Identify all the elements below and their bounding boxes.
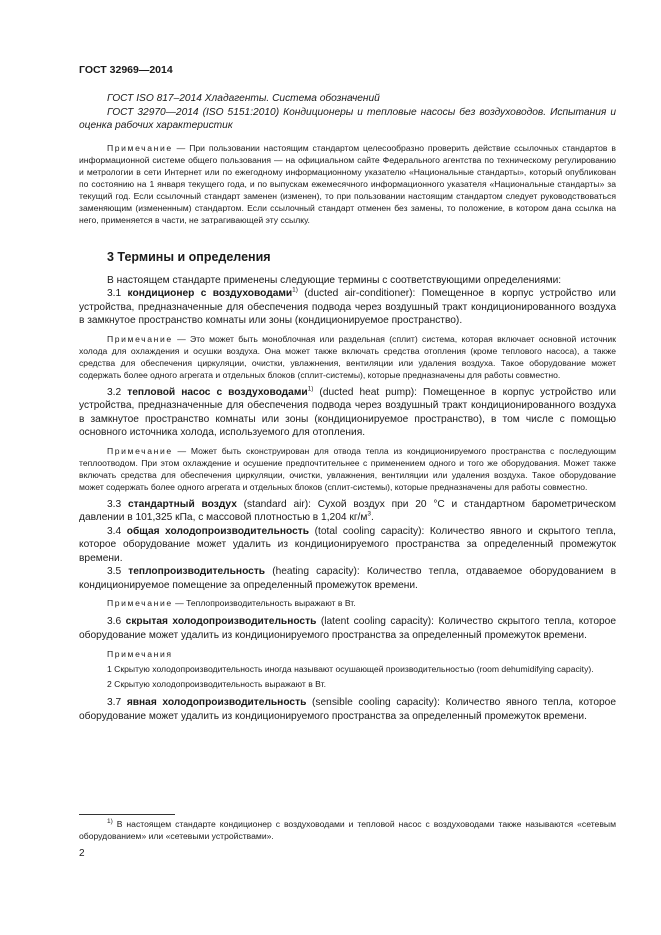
term-definition: (sensible cooling capacity): Количество явного тепла, которое оборудование может удалить из кондиционируемого пространства за определенный промежуток времени. [79, 697, 617, 722]
note-term-3-1 [79, 333, 616, 381]
notes-heading: Примечания [107, 649, 173, 659]
term-number: 3.3 [107, 498, 128, 510]
note-text: — При пользовании настоящим стандартом целесообразно проверить действие ссылочных стандартов в информационной системе общего пользования — на официальном сайте Федерального агентства по техническому регулированию и метрологии в сети Интернет или по ежегодному информационному указателю «Национальные стандарты», который опубликован по состоянию на 1 января текущего года, и по выпускам ежемесячного информационного указателя «Национальные стандарты» за текущий год. Если ссылочный стандарт заменен (изменен), то при пользовании настоящим стандартом следует руководствоваться заменяющим (измененным) стандартом. Если ссылочный стандарт отменен без замены, то положение, в котором дана ссылка на него, применяется в части, не затрагивающей эту ссылку. [79, 142, 616, 225]
reference-iso-817: ГОСТ ISO 817–2014 Хладагенты. Система обозначений [107, 93, 380, 104]
note-text: — Теплопроизводительность выражают в Вт. [172, 598, 356, 608]
term-name: кондиционер с воздуховодами [127, 288, 293, 299]
section-intro: В настоящем стандарте применены следующие термины с соответствующими определениями: [107, 274, 562, 286]
note-item-2: 2 Скрытую холодопроизводительность выражают в Вт. [107, 679, 326, 689]
reference-gost-32970: ГОСТ 32970—2014 (ISO 5151:2010) Кондиционеры и тепловые насосы без воздуховодов. Испытания и оценка рабочих характеристик [79, 106, 616, 131]
term-number: 3.1 [107, 288, 128, 299]
term-3-3 [79, 498, 616, 525]
term-number: 3.2 [107, 386, 128, 398]
term-3-5 [79, 565, 616, 592]
document-header: ГОСТ 32969—2014 [79, 64, 173, 76]
page-number: 2 [79, 848, 85, 859]
note-label: Примечание [107, 598, 173, 608]
note-text: — Может быть сконструирован для отвода тепла из кондиционируемого пространства с последующим теплоотводом. При этом охлаждение и осушение предпочтительнее с применением одного и того же оборудования. Может также включать средства для обеспечения циркуляции, очистки, увлажнения, вентиляции или удаления воздуха. Такое оборудование может содержать более одного агрегата и отдельных блоков (сплит-системы), которые предназначены для работы совместно. [79, 445, 616, 492]
footnote-mark: 1) [107, 818, 113, 826]
term-name: явная холодопроизводительность [126, 697, 307, 708]
note-label: Примечание [107, 333, 173, 344]
section-heading: 3 Термины и определения [107, 249, 271, 264]
term-name: теплопроизводительность [128, 566, 266, 577]
term-name: скрытая холодопроизводительность [125, 616, 317, 627]
term-number: 3.5 [107, 566, 129, 577]
note-label: Примечание [107, 445, 173, 456]
note-references [79, 142, 616, 226]
note-term-3-5 [79, 597, 616, 609]
term-end: . [371, 512, 374, 523]
term-definition: (ducted heat pump): Помещенное в корпус устройство или устройства, предназначенные для обеспечения подвода через воздушный тракт кондиционированного воздуха в замкнутое пространство комнаты или зоны (кондиционируемое пространство), в том числе с помощью основного источника холода, используемого для отопления. [79, 386, 617, 438]
term-number: 3.6 [107, 616, 126, 627]
note-label: Примечание [107, 142, 173, 153]
note-term-3-2 [79, 445, 616, 493]
term-number: 3.4 [107, 525, 127, 537]
note-item-1: 1 Скрытую холодопроизводительность иногда называют осушающей производительностью (room dehumidifying capacity). [107, 664, 594, 674]
term-3-7 [79, 696, 616, 723]
footnote-ref: 1) [307, 385, 314, 393]
term-name: общая холодопроизводительность [126, 525, 310, 537]
term-3-1 [79, 287, 616, 328]
term-definition: (standard air): Сухой воздух при 20 °С и стандартном барометрическом давлении в 101,325 кПа, с массовой плотностью в 1,204 кг/м [79, 498, 617, 523]
superscript: 3 [367, 510, 371, 518]
term-definition: (heating capacity): Количество тепла, отдаваемое оборудованием в кондиционируемое помещение за определенный промежуток времени. [79, 566, 616, 591]
footnote [79, 818, 616, 842]
footnote-ref: 1) [292, 286, 298, 294]
term-definition: (total cooling capacity): Количество явного и скрытого тепла, которое оборудование может удалить из кондиционируемого пространства за определенный промежуток времени. [79, 525, 617, 564]
term-name: тепловой насос с воздуховодами [127, 386, 308, 398]
term-definition: (ducted air-conditioner): Помещенное в корпус устройство или устройства, предназначенные для обеспечения подвода через воздушный тракт кондиционированного воздуха в замкнутое пространство комнаты или зоны (кондиционируемое пространство). [79, 288, 616, 326]
term-3-2 [79, 386, 616, 440]
term-definition: (latent cooling capacity): Количество скрытого тепла, которое оборудование может удалить из кондиционируемого пространства за определенный промежуток времени. [79, 616, 616, 641]
term-number: 3.7 [107, 697, 127, 708]
term-3-6 [79, 615, 616, 642]
term-3-4 [79, 525, 616, 566]
footnote-separator [79, 814, 175, 815]
page-content [79, 92, 616, 723]
footnote-text: В настоящем стандарте кондиционер с воздуховодами и тепловой насос с воздуховодами также называются «сетевым оборудованием» или «сетевыми устройствами». [79, 819, 616, 841]
term-name: стандартный воздух [127, 498, 237, 510]
note-text: — Это может быть моноблочная или раздельная (сплит) система, которая включает основной источник холода для охлаждения и осушки воздуха. Она может также включать средства отопления (кроме теплового насоса), а также средства для обеспечения циркуляции, очистки, увлажнения, вентиляции или удаления воздуха. Такое оборудование может содержать более одного агрегата и отдельных блоков (сплит-системы), которые предназначены для работы совместно. [79, 333, 616, 380]
